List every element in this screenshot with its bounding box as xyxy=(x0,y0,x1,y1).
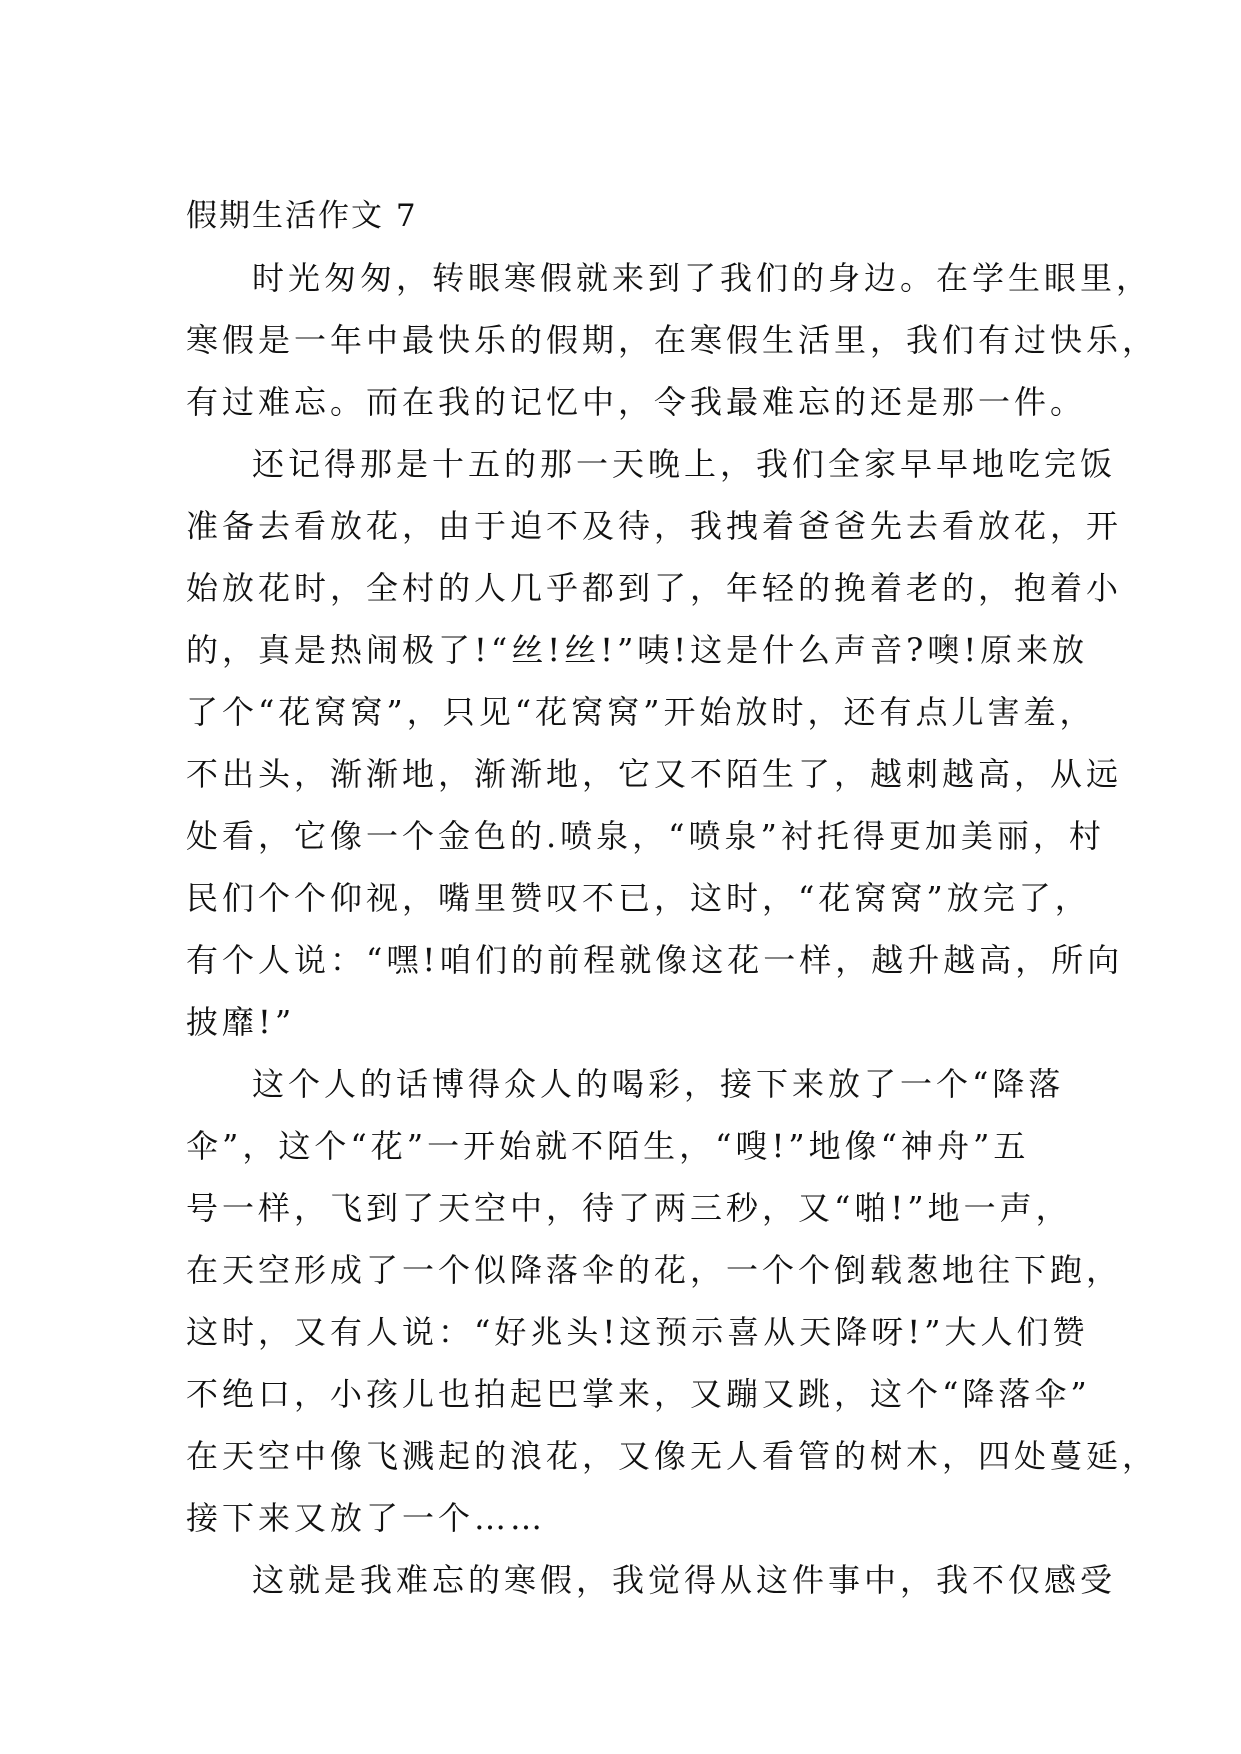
text-line: 在天空形成了一个似降落伞的花，一个个倒载葱地往下跑， xyxy=(186,1251,1123,1289)
text-line: 不绝口，小孩儿也拍起巴掌来，又蹦又跳，这个“降落伞” xyxy=(186,1375,1091,1413)
text-line: 接下来又放了一个…… xyxy=(186,1499,547,1537)
text-line: 披靡!” xyxy=(186,1003,296,1041)
text-line: 的，真是热闹极了!“丝!丝!”咦!这是什么声音?噢!原来放 xyxy=(186,631,1089,669)
document-title: 假期生活作文 7 xyxy=(186,198,418,234)
text-line: 有过难忘。而在我的记忆中，令我最难忘的还是那一件。 xyxy=(186,383,1087,421)
text-line: 寒假是一年中最快乐的假期，在寒假生活里，我们有过快乐， xyxy=(186,321,1159,359)
text-line: 还记得那是十五的那一天晚上，我们全家早早地吃完饭 xyxy=(252,445,1117,483)
text-line: 不出头，渐渐地，渐渐地，它又不陌生了，越刺越高，从远 xyxy=(186,755,1123,793)
text-line: 这个人的话博得众人的喝彩，接下来放了一个“降落 xyxy=(252,1065,1065,1103)
text-line: 有个人说：“嘿!咱们的前程就像这花一样，越升越高，所向 xyxy=(186,941,1124,979)
text-line: 号一样，飞到了天空中，待了两三秒，又“啪!”地一声， xyxy=(186,1189,1072,1227)
text-line: 这时，又有人说：“好兆头!这预示喜从天降呀!”大人们赞 xyxy=(186,1313,1089,1351)
text-line: 处看，它像一个金色的.喷泉，“喷泉”衬托得更加美丽，村 xyxy=(186,817,1105,855)
text-line: 这就是我难忘的寒假，我觉得从这件事中，我不仅感受 xyxy=(252,1561,1117,1599)
text-line: 伞”，这个“花”一开始就不陌生，“嗖!”地像“神舟”五 xyxy=(186,1127,1030,1165)
text-line: 准备去看放花，由于迫不及待，我拽着爸爸先去看放花，开 xyxy=(186,507,1123,545)
text-line: 了个“花窝窝”，只见“花窝窝”开始放时，还有点儿害羞， xyxy=(186,693,1096,731)
text-line: 时光匆匆，转眼寒假就来到了我们的身边。在学生眼里， xyxy=(252,259,1153,297)
text-line: 始放花时，全村的人几乎都到了，年轻的挽着老的，抱着小 xyxy=(186,569,1123,607)
text-line: 在天空中像飞溅起的浪花，又像无人看管的树木，四处蔓延， xyxy=(186,1437,1159,1475)
text-line: 民们个个仰视，嘴里赞叹不已，这时，“花窝窝”放完了， xyxy=(186,879,1091,917)
